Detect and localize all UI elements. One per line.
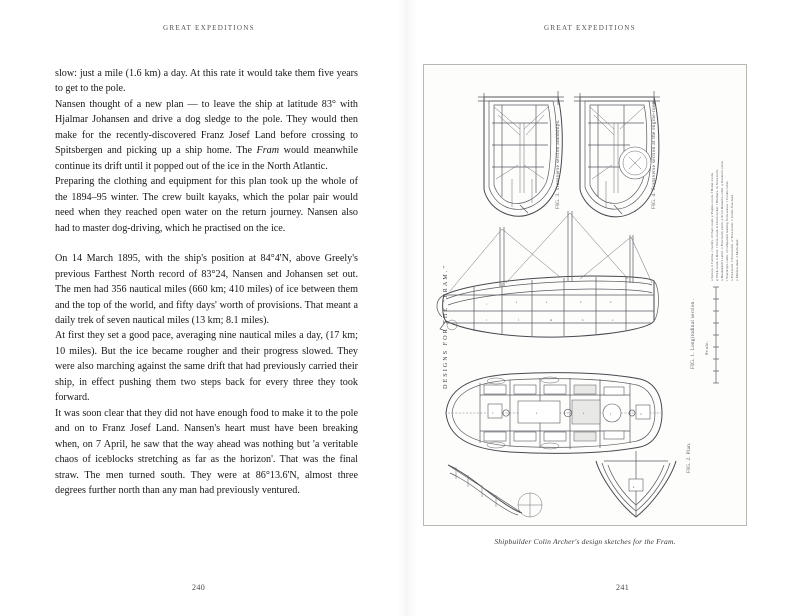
italic-ship-name: Fram [256,145,280,157]
fig4-drawing [574,91,660,217]
scale-bar [713,287,719,383]
paragraph: Preparing the clothing and equipment for this plan took up the whole of the 1894–95 winter. The crew built kayaks, which the polar pair would need when they reached open water on the return journey. Nansen also had to master dog-driving, which he practised on the ice. [55,176,358,234]
svg-text:v: v [492,412,494,415]
svg-text:w: w [640,413,642,416]
running-head-left: GREAT EXPEDITIONS [163,24,255,32]
fig1-label: FIG. 1. Longitudinal section . [690,298,696,369]
legend-line: a Saloon. b Cabins. c Galley. d Chart-room. e Engine-room. f Boiler-room. [710,172,714,281]
svg-text:i: i [486,303,487,306]
paragraph-text-b: would meanwhile continue its drift until it popped out of the ice in the North Atlantic. [55,145,358,172]
legend-line: r Sverdrup's cabin. s Companion leading from saloon. t Cook's cabin. [725,180,729,281]
fig6-drawing [448,465,542,517]
paragraph: At first they set a good pace, averaging nine nautical miles a day, (17 km; 10 miles). But the ice became rougher and their progress slowed. They were also marching against the same drift that had previously carried their ship, in effect pushing them two steps back for every three they took forward. [55,330,358,404]
folio-right: 241 [616,583,630,592]
legend-line: g Work-room. h Hold. i Store-room. k Chain locker. l Bunkers. m Store-hold. [715,169,719,281]
paragraph: It was soon clear that they did not have enough food to make it to the pole and on to Franz Josef Land. Nansen's heart must have been breaking when, on 7 April, he saw that the way ahead was nothing but 'a veritable chaos of iceblocks stretching as far as the horizon'. That was the final straw. The men turned south. They were at 86°13.6'N, almost three degrees further north than any man had previously ventured. [55,407,358,496]
svg-text:h: h [582,319,584,322]
svg-text:e: e [516,301,518,304]
plate-legend [710,85,740,281]
fig4-label: FIG. 4. Transverse section at the engine-room. [651,98,657,209]
plate-frame [423,64,747,526]
plate-title: DESIGNS FOR THE "FRAM." [442,264,449,389]
fig5-drawing [596,451,676,517]
folio-left: 240 [192,583,206,592]
paragraph-text-a: Nansen thought of a new plan — to leave the ship at latitude 83° with Hjalmar Johansen and drive a dog sledge to the pole. They would then make for the recently-discovered Franz Josef Land before crossing to Spitsbergen and picking up a ship home. The [55,98,358,157]
svg-text:x: x [612,319,614,322]
body-text-left [55,66,358,498]
svg-text:f: f [610,413,611,416]
paragraph [55,97,358,174]
fig2-drawing [446,373,662,454]
plate-artwork [428,69,742,521]
legend-line: u Fore-hold. v Fore-hatch. w Fore-hatch. x Under fore-hold. [730,193,734,281]
fig2-label: FIG. 2. Plan. [686,442,692,473]
svg-text:e: e [583,412,585,415]
fig3-drawing [478,91,564,216]
svg-text:b: b [580,301,582,304]
fig3-label: FIG. 3. Transverse section amidships. [555,119,561,209]
fig1-drawing [437,211,659,337]
scale-label: Scale. [704,340,709,355]
page-right [405,0,810,616]
legend-line: y Mizzen-mast. z Main-mast. [735,238,739,281]
svg-text:a: a [546,301,548,304]
legend-line: n Blacksmith's cabin. o Four-berth cabin. p Scott Hansen's cabin. q Nansen's cabin. [720,160,724,281]
illustration-plate [423,64,747,526]
svg-text:m: m [550,319,553,322]
svg-text:l: l [486,319,487,322]
svg-text:u: u [610,301,612,304]
paragraph: On 14 March 1895, with the ship's position at 84°4'N, above Greely's previous Farthest North record of 83°24, Nansen and Johansen set out. The men had 356 nautical miles (660 km; 410 miles) of ice between them and the top of the world, and fifty days' worth of provisions. That meant a daily trek of seven nautical miles (13 km; 8.1 miles). [55,253,358,326]
svg-text:k: k [633,486,635,489]
svg-text:f: f [518,319,519,322]
fram-engraving-svg [428,69,744,523]
paragraph: slow: just a mile (1.6 km) a day. At this rate it would take them five years to get to the pole. [55,68,358,95]
svg-text:a: a [536,412,538,415]
illustration-caption: Shipbuilder Colin Archer's design sketches for the Fram. [494,537,676,546]
running-head-right: GREAT EXPEDITIONS [544,24,636,32]
